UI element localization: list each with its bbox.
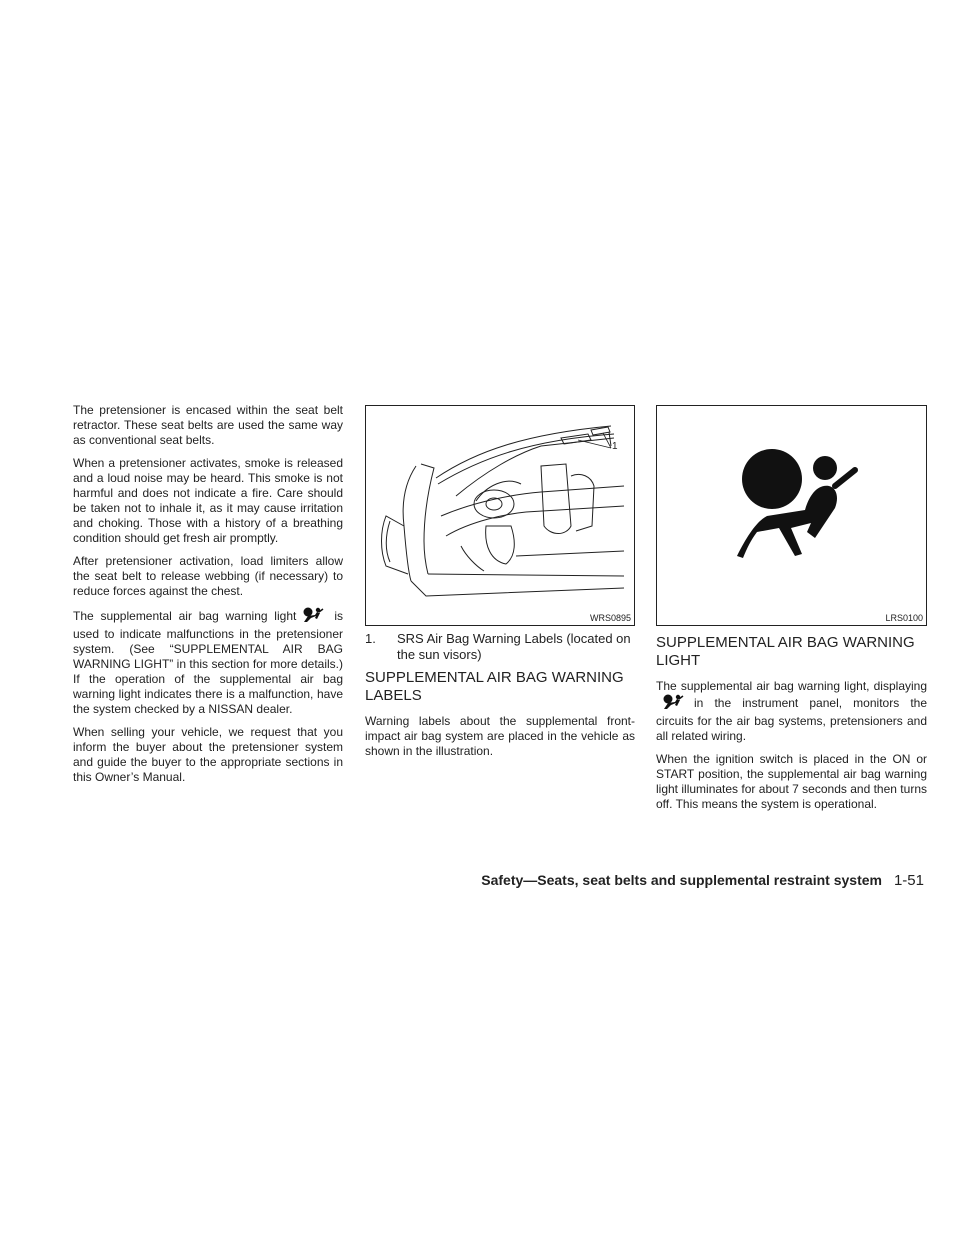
paragraph-pretensioner-activation: When a pretensioner activates, smoke is released and a loud noise may be heard. This smoke is not harmful and does not indicate a fire. Care should be taken not to inhale it, as it may cause irritation and choking. Those with a history of a breathing condition should get fresh air promptly. (73, 456, 343, 545)
section-heading-warning-labels: SUPPLEMENTAL AIR BAG WARNING LABELS (365, 669, 624, 704)
airbag-warning-icon (662, 694, 684, 714)
paragraph-selling-vehicle: When selling your vehicle, we request that you inform the buyer about the pretensioner system and guide the buyer to the appropriate sections in this Owner’s Manual. (73, 725, 343, 784)
section-heading-warning-light: SUPPLEMENTAL AIR BAG WARNING LIGHT (656, 634, 915, 669)
paragraph-load-limiters: After pretensioner activation, load limiters allow the seat belt to release webbing (if necessary) to reduce forces against the chest. (73, 554, 343, 598)
figure-caption (365, 631, 635, 663)
airbag-warning-icon (302, 607, 324, 627)
paragraph-pretensioner-intro: The pretensioner is encased within the seat belt retractor. These seat belts are used the same way as conventional seat belts. (73, 403, 343, 447)
airbag-warning-symbol (657, 406, 926, 625)
paragraph-warning-light (73, 607, 343, 717)
page-number: 1-51 (893, 872, 924, 889)
warning-light-display-text-end: in the instrument panel, monitors the circuits for the air bag systems, pretensioners and all related wiring. (656, 696, 927, 743)
figure-code: LRS0100 (885, 613, 923, 623)
text-column-middle (365, 405, 635, 767)
car-interior-illustration (366, 406, 634, 625)
paragraph-warning-labels: Warning labels about the supplemental front-impact air bag system are placed in the vehicle as shown in the illustration. (365, 714, 635, 758)
figure-warning-labels (365, 405, 635, 626)
figure-warning-light (656, 405, 927, 626)
warning-light-text-start: The supplemental air bag warning light (73, 609, 297, 623)
paragraph-warning-light-display (656, 679, 927, 744)
warning-light-display-text-start: The supplemental air bag warning light, displaying (656, 679, 927, 693)
text-column-right (656, 405, 927, 820)
caption-text: SRS Air Bag Warning Labels (located on the sun visors) (397, 631, 631, 662)
figure-code: WRS0895 (589, 613, 631, 623)
footer-section-title: Safety—Seats, seat belts and supplemental restraint system (481, 872, 882, 888)
figure-callout-number: 1 (612, 441, 618, 452)
paragraph-ignition-switch: When the ignition switch is placed in the ON or START position, the supplemental air bag warning light illuminates for about 7 seconds and then turns off. This means the system is operational. (656, 752, 927, 811)
caption-number: 1. (365, 631, 376, 646)
page-footer (300, 871, 924, 890)
text-column-left (73, 403, 343, 793)
warning-light-text-end: is used to indicate malfunctions in the pretensioner system. (See “SUPPLEMENTAL AIR BAG WARNING LIGHT” in this section for more details.) If the operation of the supplemental air bag warning light indicates there is a malfunction, have the system checked by a NISSAN dealer. (73, 609, 343, 716)
